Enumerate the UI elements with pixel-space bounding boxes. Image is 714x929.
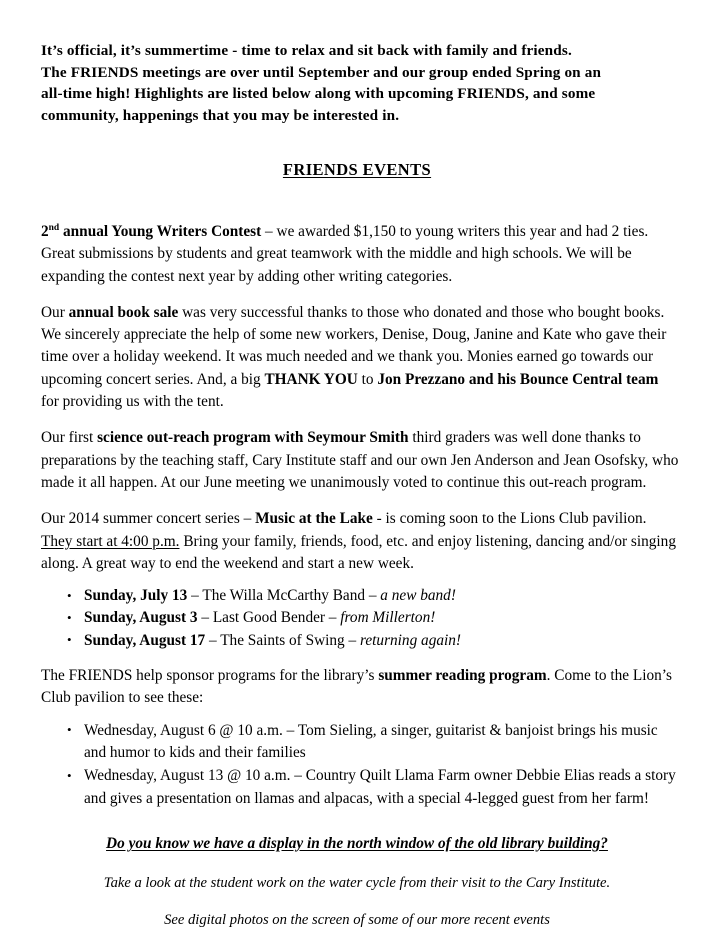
- reading-bold-title: summer reading program: [378, 667, 547, 685]
- closing-question-text: Do you know we have a display in the north window of the old library building?: [106, 834, 608, 852]
- concert-band: The Willa McCarthy Band: [202, 587, 365, 605]
- book-sale-text-3: to: [357, 370, 378, 388]
- concert-note: a new band!: [380, 587, 456, 605]
- reading-program-list: [41, 720, 679, 810]
- concert-separator-2: –: [344, 631, 360, 649]
- writers-contest-lead-bold: annual Young Writers Contest: [59, 223, 262, 240]
- concert-note: from Millerton!: [340, 609, 436, 627]
- paragraph-young-writers-contest: [41, 221, 679, 288]
- closing-line-2: See digital photos on the screen of some of our more recent events: [164, 911, 550, 928]
- concert-date: Sunday, August 3: [84, 609, 198, 627]
- book-sale-text-4: for providing us with the tent.: [41, 393, 224, 411]
- book-sale-text-1: Our: [41, 303, 69, 321]
- concert-separator-1: –: [197, 609, 213, 627]
- book-sale-bold-sponsor: Jon Prezzano and his Bounce Central team: [377, 370, 659, 388]
- writers-contest-lead-number: 2: [41, 223, 49, 240]
- outreach-text-2: third graders was well done thanks to preparations by the teaching staff, Cary Institute staff and our own Jen Anderson and Jean Osofsky, who made it all happen. At our June meeting we unanimously voted to continue this out-reach program.: [41, 429, 679, 491]
- outreach-text-1: Our first: [41, 429, 98, 447]
- reading-text-1: The FRIENDS help sponsor programs for the library’s: [41, 667, 379, 685]
- concert-date: Sunday, August 17: [84, 631, 206, 649]
- book-sale-text-2: was very successful thanks to those who donated and those who bought books. We sincerely appreciate the help of some new workers, Denise, Doug, Janine and Kate who gave their time over a holiday weekend. It was much needed and we thank you. Monies earned go towards our upcoming concert series. And, a big: [41, 303, 667, 388]
- concert-separator-1: –: [205, 631, 221, 649]
- concert-text-2: - is coming soon to the Lions Club pavilion.: [372, 510, 647, 528]
- concert-text-1: Our 2014 summer concert series –: [41, 510, 256, 528]
- concert-bold-title: Music at the Lake: [255, 510, 373, 528]
- concert-band: The Saints of Swing: [220, 631, 345, 649]
- book-sale-bold-title: annual book sale: [68, 303, 179, 321]
- intro-paragraph: [41, 40, 673, 126]
- outreach-bold-title: science out-reach program with Seymour Smith: [97, 429, 409, 447]
- concert-text-3: Bring your family, friends, food, etc. and enjoy listening, dancing and/or singing along. A great way to end the weekend and start a new week.: [41, 532, 676, 572]
- concert-separator-2: –: [365, 587, 381, 605]
- intro-line-1: It’s official, it’s summertime - time to relax and sit back with family and friends.: [41, 42, 572, 59]
- list-item: [41, 607, 679, 629]
- writers-contest-ordinal-suffix: nd: [48, 222, 60, 233]
- paragraph-science-outreach: [41, 427, 679, 494]
- concert-schedule-list: [41, 585, 679, 652]
- paragraph-summer-reading-program: [41, 665, 679, 710]
- paragraph-concert-series: [41, 508, 679, 575]
- book-sale-bold-thankyou: THANK YOU: [264, 370, 358, 388]
- section-heading-text: FRIENDS EVENTS: [282, 160, 432, 179]
- writers-contest-body: – we awarded $1,150 to young writers this year and had 2 ties. Great submissions by students and great teamwork with the middle and high schools. We will be expanding the contest next year by adding other writing categories.: [41, 223, 649, 285]
- paragraph-annual-book-sale: [41, 302, 679, 413]
- section-heading-friends-events: [41, 160, 673, 180]
- concert-separator-2: –: [324, 609, 341, 627]
- list-item: • Wednesday, August 6 @ 10 a.m. – Tom Sieling, a singer, guitarist & banjoist brings his music and humor to kids and their families: [41, 720, 679, 765]
- concert-date: Sunday, July 13: [84, 587, 188, 605]
- list-item: [41, 630, 679, 652]
- concert-separator-1: –: [187, 587, 203, 605]
- intro-line-2: The FRIENDS meetings are over until September and our group ended Spring on an: [41, 63, 602, 81]
- list-item: [41, 585, 679, 607]
- intro-line-3: all-time high! Highlights are listed below along with upcoming FRIENDS, and some: [41, 85, 596, 102]
- concert-band: Last Good Bender: [212, 609, 325, 627]
- concert-underlined-start-time: They start at 4:00 p.m.: [41, 532, 180, 550]
- reading-text-2: . Come to the Lion’s Club pavilion to see these:: [41, 667, 672, 707]
- concert-note: returning again!: [360, 631, 461, 649]
- intro-line-4: community, happenings that you may be interested in.: [41, 106, 400, 124]
- closing-line-1: Take a look at the student work on the water cycle from their visit to the Cary Institute.: [103, 874, 611, 891]
- closing-question: [41, 835, 673, 853]
- list-item: • Wednesday, August 13 @ 10 a.m. – Country Quilt Llama Farm owner Debbie Elias reads a story and gives a presentation on llamas and alpacas, with a special 4-legged guest from her farm!: [41, 765, 679, 810]
